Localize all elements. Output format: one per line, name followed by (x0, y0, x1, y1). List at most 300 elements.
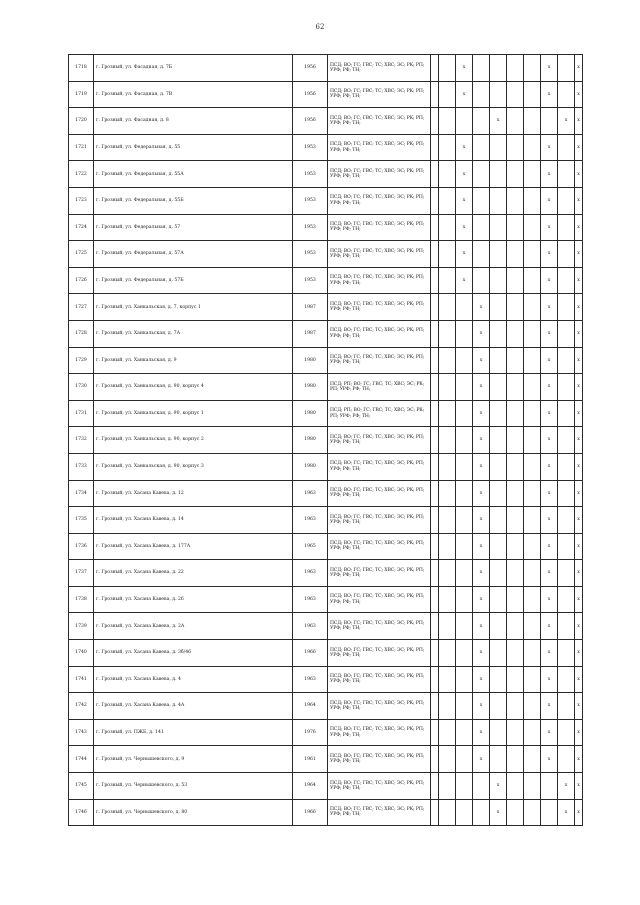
mark-cell (558, 134, 575, 161)
mark-cell (431, 241, 439, 268)
table-row (69, 241, 583, 268)
mark-cell (490, 214, 507, 241)
works-cell: ПСД; ВО; ГС; ГВС; ТС; ХВС; ЭС; РК; РП; УРФ; РФ; ТН; (328, 294, 431, 321)
mark-cell (439, 560, 456, 587)
works-cell: ПСД; ВО; ГС; ГВС; ТС; ХВС; ЭС; РК; РП; УРФ; РФ; ТН; (328, 161, 431, 188)
mark-cell (558, 374, 575, 401)
mark-cell (558, 613, 575, 640)
mark-cell: x (473, 586, 490, 613)
mark-cell (558, 267, 575, 294)
mark-cell: x (456, 214, 473, 241)
mark-cell (431, 719, 439, 746)
row-number: 1734 (69, 480, 94, 507)
row-number: 1746 (69, 799, 94, 826)
mark-cell (507, 773, 524, 800)
mark-cell (439, 320, 456, 347)
mark-cell (439, 746, 456, 773)
year-cell: 1963 (293, 666, 328, 693)
row-number: 1736 (69, 533, 94, 560)
address-cell: г. Грозный, ул. Ханкальская, д. 90, корпус 3 (94, 453, 293, 480)
mark-cell (558, 294, 575, 321)
registry-body (69, 55, 583, 826)
mark-cell (431, 400, 439, 427)
works-cell: ПСД; ВО; ГС; ГВС; ТС; ХВС; ЭС; РК; РП; УРФ; РФ; ТН; (328, 241, 431, 268)
mark-cell (431, 480, 439, 507)
works-cell: ПСД; ВО; ГС; ГВС; ТС; ХВС; ЭС; РК; РП; УРФ; РФ; ТН; (328, 81, 431, 108)
mark-cell (490, 134, 507, 161)
mark-cell (507, 453, 524, 480)
mark-cell (439, 347, 456, 374)
table-row (69, 214, 583, 241)
mark-cell: x (541, 241, 558, 268)
mark-cell (558, 320, 575, 347)
address-cell: г. Грозный, ул. Фасадная, д. 7В (94, 81, 293, 108)
row-number: 1738 (69, 586, 94, 613)
address-cell: г. Грозный, ул. Хасана Кавева, д. 22 (94, 560, 293, 587)
mark-cell (456, 320, 473, 347)
mark-cell (524, 746, 541, 773)
mark-cell: x (490, 799, 507, 826)
mark-cell: x (473, 693, 490, 720)
mark-cell (431, 320, 439, 347)
mark-cell (456, 427, 473, 454)
mark-cell (524, 267, 541, 294)
mark-cell (490, 560, 507, 587)
mark-cell (507, 161, 524, 188)
mark-cell (431, 640, 439, 667)
works-cell: ПСД; РП; ВО; ГС; ГВС; ТС; ХВС; ЭС; РК; РП; УРФ; РФ; ТН; (328, 374, 431, 401)
mark-cell: x (473, 507, 490, 534)
mark-cell: x (456, 187, 473, 214)
mark-cell (490, 746, 507, 773)
mark-cell (524, 241, 541, 268)
mark-cell: x (575, 560, 583, 587)
year-cell: 1956 (293, 81, 328, 108)
mark-cell (524, 108, 541, 135)
mark-cell (524, 55, 541, 82)
mark-cell (439, 427, 456, 454)
mark-cell (431, 773, 439, 800)
mark-cell (490, 613, 507, 640)
page-number: 62 (315, 23, 325, 31)
address-cell: г. Грозный, ул. Федеральная, д. 55А (94, 161, 293, 188)
mark-cell (456, 586, 473, 613)
mark-cell: x (456, 55, 473, 82)
mark-cell (439, 533, 456, 560)
mark-cell (439, 666, 456, 693)
mark-cell (456, 666, 473, 693)
mark-cell (439, 480, 456, 507)
mark-cell: x (575, 187, 583, 214)
year-cell: 1980 (293, 427, 328, 454)
year-cell: 1956 (293, 55, 328, 82)
mark-cell: x (575, 374, 583, 401)
row-number: 1723 (69, 187, 94, 214)
mark-cell (507, 507, 524, 534)
mark-cell: x (558, 773, 575, 800)
year-cell: 1980 (293, 453, 328, 480)
mark-cell (490, 507, 507, 534)
row-number: 1726 (69, 267, 94, 294)
mark-cell (490, 320, 507, 347)
mark-cell (490, 640, 507, 667)
address-cell: г. Грозный, ул. Хасана Кавева, д. 4 (94, 666, 293, 693)
mark-cell (558, 214, 575, 241)
mark-cell (490, 453, 507, 480)
mark-cell: x (456, 161, 473, 188)
mark-cell: x (490, 773, 507, 800)
mark-cell: x (473, 746, 490, 773)
mark-cell: x (575, 693, 583, 720)
mark-cell: x (541, 480, 558, 507)
mark-cell (558, 55, 575, 82)
mark-cell: x (575, 108, 583, 135)
mark-cell (524, 586, 541, 613)
table-row (69, 799, 583, 826)
address-cell: г. Грозный, ул. Ханкальская, д. 90, корпус 2 (94, 427, 293, 454)
mark-cell (524, 666, 541, 693)
address-cell: г. Грозный, ул. Хасана Кавева, д. 2А (94, 613, 293, 640)
mark-cell (473, 267, 490, 294)
works-cell: ПСД; ВО; ГС; ГВС; ТС; ХВС; ЭС; РК; РП; УРФ; РФ; ТН; (328, 267, 431, 294)
row-number: 1718 (69, 55, 94, 82)
mark-cell: x (541, 374, 558, 401)
mark-cell (507, 374, 524, 401)
mark-cell (456, 347, 473, 374)
table-row (69, 134, 583, 161)
mark-cell: x (456, 241, 473, 268)
mark-cell (456, 640, 473, 667)
row-number: 1728 (69, 320, 94, 347)
mark-cell (558, 507, 575, 534)
works-cell: ПСД; ВО; ГС; ГВС; ТС; ХВС; ЭС; РК; РП; УРФ; РФ; ТН; (328, 480, 431, 507)
row-number: 1730 (69, 374, 94, 401)
address-cell: г. Грозный, ул. Ханкальская, д. 9 (94, 347, 293, 374)
works-cell: ПСД; ВО; ГС; ГВС; ТС; ХВС; ЭС; РК; РП; УРФ; РФ; ТН; (328, 613, 431, 640)
address-cell: г. Грозный, ул. Хасана Кавева, д. 26 (94, 586, 293, 613)
mark-cell (490, 347, 507, 374)
mark-cell (524, 507, 541, 534)
mark-cell (473, 55, 490, 82)
works-cell: ПСД; ВО; ГС; ГВС; ТС; ХВС; ЭС; РК; РП; УРФ; РФ; ТН; (328, 347, 431, 374)
mark-cell: x (575, 746, 583, 773)
works-cell: ПСД; ВО; ГС; ГВС; ТС; ХВС; ЭС; РК; РП; УРФ; РФ; ТН; (328, 320, 431, 347)
mark-cell (439, 693, 456, 720)
mark-cell (524, 294, 541, 321)
mark-cell (431, 533, 439, 560)
mark-cell (439, 241, 456, 268)
mark-cell (558, 161, 575, 188)
mark-cell (490, 666, 507, 693)
mark-cell (558, 693, 575, 720)
mark-cell (456, 533, 473, 560)
mark-cell: x (541, 294, 558, 321)
year-cell: 1963 (293, 613, 328, 640)
mark-cell: x (541, 719, 558, 746)
mark-cell (558, 719, 575, 746)
mark-cell (490, 267, 507, 294)
mark-cell (507, 134, 524, 161)
mark-cell: x (575, 347, 583, 374)
table-row (69, 320, 583, 347)
mark-cell (439, 640, 456, 667)
mark-cell (524, 719, 541, 746)
mark-cell (439, 613, 456, 640)
mark-cell (431, 187, 439, 214)
address-cell: г. Грозный, ул. Фасадная, д. 8 (94, 108, 293, 135)
table-row (69, 773, 583, 800)
year-cell: 1987 (293, 294, 328, 321)
mark-cell: x (575, 453, 583, 480)
mark-cell (507, 294, 524, 321)
mark-cell: x (473, 480, 490, 507)
mark-cell (507, 640, 524, 667)
mark-cell: x (473, 320, 490, 347)
mark-cell (431, 693, 439, 720)
mark-cell (524, 214, 541, 241)
year-cell: 1980 (293, 374, 328, 401)
mark-cell (507, 799, 524, 826)
mark-cell (541, 108, 558, 135)
mark-cell (431, 507, 439, 534)
mark-cell (456, 480, 473, 507)
mark-cell (524, 400, 541, 427)
year-cell: 1953 (293, 214, 328, 241)
mark-cell: x (541, 427, 558, 454)
mark-cell: x (541, 560, 558, 587)
address-cell: г. Грозный, ул. Ханкальская, д. 90, корпус 4 (94, 374, 293, 401)
address-cell: г. Грозный, ул. Хасана Кавева, д. 4А (94, 693, 293, 720)
mark-cell (558, 480, 575, 507)
mark-cell: x (575, 294, 583, 321)
mark-cell: x (575, 81, 583, 108)
table-row (69, 586, 583, 613)
mark-cell (456, 453, 473, 480)
row-number: 1732 (69, 427, 94, 454)
mark-cell (456, 613, 473, 640)
mark-cell: x (575, 773, 583, 800)
mark-cell (524, 187, 541, 214)
mark-cell (439, 267, 456, 294)
address-cell: г. Грозный, ул. Хасана Кавева, д. 12 (94, 480, 293, 507)
works-cell: ПСД; ВО; ГС; ГВС; ТС; ХВС; ЭС; РК; РП; УРФ; РФ; ТН; (328, 55, 431, 82)
mark-cell (524, 453, 541, 480)
table-row (69, 640, 583, 667)
mark-cell (507, 427, 524, 454)
mark-cell: x (473, 560, 490, 587)
mark-cell (507, 108, 524, 135)
row-number: 1737 (69, 560, 94, 587)
table-row (69, 347, 583, 374)
row-number: 1724 (69, 214, 94, 241)
mark-cell (431, 666, 439, 693)
mark-cell: x (541, 134, 558, 161)
mark-cell (439, 108, 456, 135)
year-cell: 1961 (293, 746, 328, 773)
mark-cell (439, 134, 456, 161)
table-row (69, 374, 583, 401)
mark-cell (431, 161, 439, 188)
mark-cell (456, 746, 473, 773)
mark-cell (507, 267, 524, 294)
mark-cell: x (575, 666, 583, 693)
mark-cell (524, 799, 541, 826)
mark-cell (490, 533, 507, 560)
mark-cell: x (558, 108, 575, 135)
year-cell: 1963 (293, 507, 328, 534)
year-cell: 1987 (293, 320, 328, 347)
mark-cell (558, 746, 575, 773)
works-cell: ПСД; ВО; ГС; ГВС; ТС; ХВС; ЭС; РК; РП; УРФ; РФ; ТН; (328, 214, 431, 241)
works-cell: ПСД; ВО; ГС; ГВС; ТС; ХВС; ЭС; РК; РП; УРФ; РФ; ТН; (328, 746, 431, 773)
table-row (69, 81, 583, 108)
mark-cell: x (541, 666, 558, 693)
mark-cell (473, 773, 490, 800)
mark-cell (473, 161, 490, 188)
mark-cell: x (473, 640, 490, 667)
table-row (69, 294, 583, 321)
mark-cell (456, 400, 473, 427)
mark-cell (524, 533, 541, 560)
address-cell: г. Грозный, ул. Федеральная, д. 57Б (94, 267, 293, 294)
mark-cell (439, 773, 456, 800)
mark-cell (507, 241, 524, 268)
mark-cell (439, 400, 456, 427)
mark-cell: x (473, 453, 490, 480)
mark-cell (456, 773, 473, 800)
row-number: 1739 (69, 613, 94, 640)
mark-cell: x (473, 613, 490, 640)
mark-cell (490, 55, 507, 82)
mark-cell: x (541, 187, 558, 214)
mark-cell (490, 374, 507, 401)
mark-cell (439, 81, 456, 108)
mark-cell: x (473, 427, 490, 454)
mark-cell: x (541, 613, 558, 640)
table-row (69, 55, 583, 82)
mark-cell (558, 187, 575, 214)
mark-cell (558, 586, 575, 613)
mark-cell (507, 400, 524, 427)
mark-cell (490, 294, 507, 321)
year-cell: 1953 (293, 161, 328, 188)
mark-cell (456, 799, 473, 826)
mark-cell (490, 480, 507, 507)
mark-cell (431, 134, 439, 161)
mark-cell (507, 586, 524, 613)
year-cell: 1965 (293, 533, 328, 560)
mark-cell (524, 374, 541, 401)
mark-cell (507, 214, 524, 241)
mark-cell: x (575, 719, 583, 746)
mark-cell: x (575, 320, 583, 347)
mark-cell (431, 108, 439, 135)
year-cell: 1953 (293, 187, 328, 214)
mark-cell (456, 693, 473, 720)
mark-cell (507, 533, 524, 560)
mark-cell (507, 320, 524, 347)
mark-cell (507, 719, 524, 746)
mark-cell (524, 320, 541, 347)
mark-cell (507, 187, 524, 214)
mark-cell: x (490, 108, 507, 135)
row-number: 1735 (69, 507, 94, 534)
housing-registry-table (68, 54, 583, 826)
mark-cell (490, 427, 507, 454)
works-cell: ПСД; РП; ВО; ГС; ГВС; ТС; ХВС; ЭС; РК; РП; УРФ; РФ; ТН; (328, 400, 431, 427)
year-cell: 1980 (293, 400, 328, 427)
address-cell: г. Грозный, ул. Чернышевского, д. 9 (94, 746, 293, 773)
mark-cell (524, 480, 541, 507)
mark-cell: x (541, 453, 558, 480)
mark-cell: x (541, 640, 558, 667)
mark-cell (439, 799, 456, 826)
mark-cell: x (473, 347, 490, 374)
mark-cell (558, 453, 575, 480)
mark-cell (439, 586, 456, 613)
address-cell: г. Грозный, ул. Хасана Кавева, д. 177А (94, 533, 293, 560)
mark-cell (524, 347, 541, 374)
mark-cell: x (541, 267, 558, 294)
mark-cell (473, 108, 490, 135)
year-cell: 1980 (293, 347, 328, 374)
table-row (69, 746, 583, 773)
address-cell: г. Грозный, ул. Федеральная, д. 57А (94, 241, 293, 268)
mark-cell (507, 746, 524, 773)
row-number: 1743 (69, 719, 94, 746)
mark-cell: x (473, 533, 490, 560)
mark-cell (431, 347, 439, 374)
row-number: 1744 (69, 746, 94, 773)
mark-cell (507, 666, 524, 693)
table-row (69, 400, 583, 427)
works-cell: ПСД; ВО; ГС; ГВС; ТС; ХВС; ЭС; РК; РП; УРФ; РФ; ТН; (328, 134, 431, 161)
row-number: 1721 (69, 134, 94, 161)
mark-cell (431, 81, 439, 108)
mark-cell (439, 294, 456, 321)
mark-cell (456, 294, 473, 321)
mark-cell (473, 214, 490, 241)
works-cell: ПСД; ВО; ГС; ГВС; ТС; ХВС; ЭС; РК; РП; УРФ; РФ; ТН; (328, 507, 431, 534)
mark-cell (431, 613, 439, 640)
mark-cell: x (541, 320, 558, 347)
year-cell: 1953 (293, 267, 328, 294)
year-cell: 1953 (293, 241, 328, 268)
mark-cell: x (473, 719, 490, 746)
table-row (69, 267, 583, 294)
mark-cell (524, 560, 541, 587)
address-cell: г. Грозный, ул. Хасана Кавева, д. 14 (94, 507, 293, 534)
address-cell: г. Грозный, ул. Чернышевского, д. 53 (94, 773, 293, 800)
mark-cell (558, 560, 575, 587)
mark-cell: x (541, 507, 558, 534)
row-number: 1740 (69, 640, 94, 667)
mark-cell: x (473, 294, 490, 321)
address-cell: г. Грозный, ул. Федеральная, д. 57 (94, 214, 293, 241)
mark-cell (524, 161, 541, 188)
mark-cell (490, 161, 507, 188)
mark-cell (431, 586, 439, 613)
mark-cell (541, 773, 558, 800)
mark-cell: x (456, 81, 473, 108)
mark-cell: x (541, 81, 558, 108)
mark-cell: x (541, 746, 558, 773)
mark-cell: x (541, 400, 558, 427)
mark-cell: x (575, 161, 583, 188)
row-number: 1727 (69, 294, 94, 321)
mark-cell (439, 374, 456, 401)
year-cell: 1963 (293, 480, 328, 507)
